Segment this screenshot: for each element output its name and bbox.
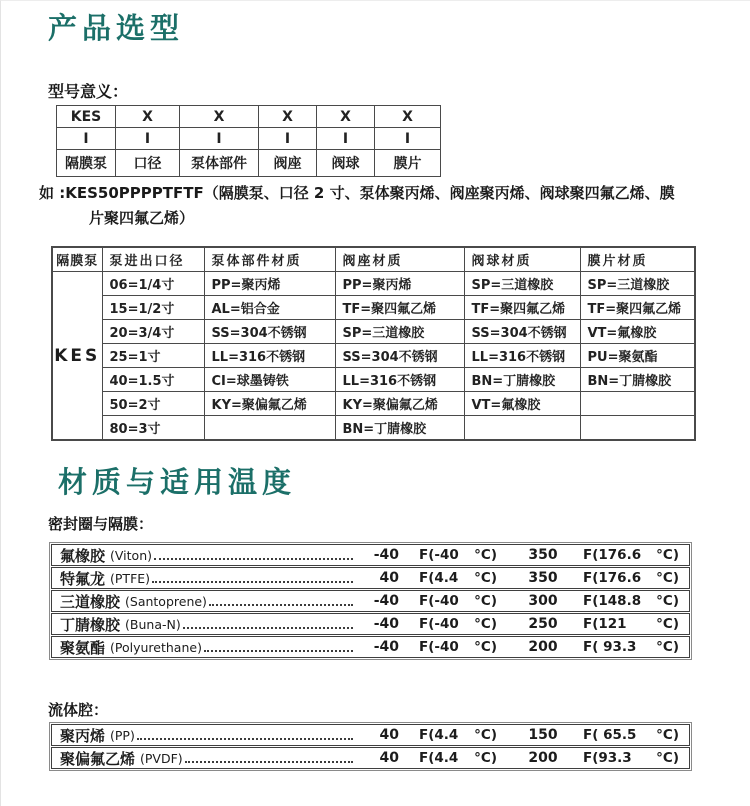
cell: TF=聚四氟乙烯 xyxy=(464,296,580,320)
min-temp-f: 40 xyxy=(379,727,399,743)
model-cell: 泵体部件 xyxy=(180,150,259,177)
cell: LL=316不锈钢 xyxy=(204,344,335,368)
cell: VT=氟橡胶 xyxy=(464,392,580,416)
header-ball-material: 阀球材质 xyxy=(464,247,580,272)
min-temp-f: 40 xyxy=(379,750,399,766)
model-cell: 口径 xyxy=(116,150,180,177)
celsius-unit: °C) xyxy=(656,547,679,563)
cell: PU=聚氨酯 xyxy=(580,344,695,368)
max-temp-c xyxy=(583,593,679,609)
cell xyxy=(204,416,335,441)
min-temp-c xyxy=(419,616,497,632)
material-name-en: (PP) xyxy=(110,727,135,743)
max-temp-c-value: F( 65.5 xyxy=(583,727,637,743)
material-row xyxy=(51,724,690,746)
dots-leader xyxy=(152,569,353,583)
model-cell: I xyxy=(57,128,116,150)
seal-diaphragm-label: 密封圈与隔膜： xyxy=(48,515,154,533)
material-row xyxy=(51,636,690,658)
cell: SP=三道橡胶 xyxy=(335,320,464,344)
cell xyxy=(580,392,695,416)
material-name-en: (Viton) xyxy=(110,547,152,563)
material-name-cn: 氟橡胶 xyxy=(60,546,106,565)
model-cell: X xyxy=(180,106,259,128)
celsius-unit: °C) xyxy=(474,727,497,743)
section-title-materials-temperature: 材质与适用温度 xyxy=(58,465,297,499)
min-temp-f: -40 xyxy=(373,547,399,563)
max-temp-c-value: F(148.8 xyxy=(583,593,642,609)
model-meaning-label: 型号意义： xyxy=(48,82,129,101)
model-cell: 隔膜泵 xyxy=(57,150,116,177)
model-cell: I xyxy=(259,128,317,150)
dots-leader xyxy=(183,615,353,629)
celsius-unit: °C) xyxy=(656,727,679,743)
cell: BN=丁腈橡胶 xyxy=(335,416,464,441)
cell xyxy=(464,416,580,441)
material-name-en: (Santoprene) xyxy=(125,593,207,609)
max-temp-f: 200 xyxy=(528,750,558,766)
max-temp-c xyxy=(583,570,679,586)
celsius-unit: °C) xyxy=(474,639,497,655)
max-temp-c xyxy=(583,616,679,632)
min-temp-c xyxy=(419,750,497,766)
celsius-unit: °C) xyxy=(474,547,497,563)
cell: KY=聚偏氟乙烯 xyxy=(335,392,464,416)
example-line-2: 片聚四氟乙烯） xyxy=(89,209,195,227)
model-cell: X xyxy=(116,106,180,128)
material-name-cn: 三道橡胶 xyxy=(60,592,121,611)
min-temp-c-value: F(4.4 xyxy=(419,727,459,743)
example-line-1: 如 :KES50PPPPTFTF（隔膜泵、口径 2 寸、泵体聚丙烯、阀座聚丙烯、阀球聚四氟乙烯、膜 xyxy=(39,184,675,202)
example-text xyxy=(39,181,719,231)
table-row xyxy=(52,392,695,416)
header-port-size: 泵进出口径 xyxy=(102,247,204,272)
material-name-en: (Polyurethane) xyxy=(110,639,202,655)
min-temp-c xyxy=(419,727,497,743)
model-cell: X xyxy=(317,106,375,128)
celsius-unit: °C) xyxy=(474,593,497,609)
min-temp-c xyxy=(419,593,497,609)
max-temp-f: 300 xyxy=(528,593,558,609)
celsius-unit: °C) xyxy=(656,593,679,609)
cell: BN=丁腈橡胶 xyxy=(580,368,695,392)
cell: SP=三道橡胶 xyxy=(464,272,580,296)
model-connector-row xyxy=(57,128,441,150)
max-temp-c-value: F( 93.3 xyxy=(583,639,637,655)
max-temp-f: 150 xyxy=(528,727,558,743)
material-selection-table xyxy=(51,246,696,441)
cell: 50=2寸 xyxy=(102,392,204,416)
min-temp-f: -40 xyxy=(373,593,399,609)
cell: 40=1.5寸 xyxy=(102,368,204,392)
max-temp-c-value: F(121 xyxy=(583,616,627,632)
min-temp-c xyxy=(419,547,497,563)
cell: TF=聚四氟乙烯 xyxy=(580,296,695,320)
selection-header-row xyxy=(52,247,695,272)
cell: 20=3/4寸 xyxy=(102,320,204,344)
cell: SS=304不锈钢 xyxy=(204,320,335,344)
header-diaphragm-pump: 隔膜泵 xyxy=(52,247,102,272)
table-row xyxy=(52,272,695,296)
model-code-table xyxy=(56,105,441,177)
model-cell: X xyxy=(375,106,441,128)
table-row xyxy=(52,320,695,344)
cell: 25=1寸 xyxy=(102,344,204,368)
cell: 80=3寸 xyxy=(102,416,204,441)
cell: 06=1/4寸 xyxy=(102,272,204,296)
model-cell: KES xyxy=(57,106,116,128)
celsius-unit: °C) xyxy=(656,570,679,586)
max-temp-c xyxy=(583,727,679,743)
cell: AL=铝合金 xyxy=(204,296,335,320)
max-temp-c xyxy=(583,750,679,766)
cell: PP=聚丙烯 xyxy=(335,272,464,296)
celsius-unit: °C) xyxy=(474,570,497,586)
material-name-cn: 聚偏氟乙烯 xyxy=(60,749,136,768)
material-row xyxy=(51,590,690,612)
cell: LL=316不锈钢 xyxy=(464,344,580,368)
max-temp-c-value: F(93.3 xyxy=(583,750,632,766)
material-name-cn: 聚氨酯 xyxy=(60,638,106,657)
max-temp-c xyxy=(583,547,679,563)
header-seat-material: 阀座材质 xyxy=(335,247,464,272)
max-temp-f: 350 xyxy=(528,547,558,563)
min-temp-c xyxy=(419,570,497,586)
dots-leader xyxy=(204,638,353,652)
cell: BN=丁腈橡胶 xyxy=(464,368,580,392)
cell: SS=304不锈钢 xyxy=(464,320,580,344)
model-cell: I xyxy=(180,128,259,150)
min-temp-c-value: F(-40 xyxy=(419,639,459,655)
max-temp-f: 250 xyxy=(528,616,558,632)
section-title-product-selection: 产品选型 xyxy=(48,11,185,45)
max-temp-f: 350 xyxy=(528,570,558,586)
cell xyxy=(580,416,695,441)
cell: TF=聚四氟乙烯 xyxy=(335,296,464,320)
model-cell: 阀球 xyxy=(317,150,375,177)
min-temp-c-value: F(4.4 xyxy=(419,750,459,766)
material-name-en: (Buna-N) xyxy=(125,616,181,632)
model-cell: 膜片 xyxy=(375,150,441,177)
cell: SP=三道橡胶 xyxy=(580,272,695,296)
min-temp-f: -40 xyxy=(373,639,399,655)
material-row xyxy=(51,613,690,635)
seal-temperature-table xyxy=(49,542,692,660)
model-cell: X xyxy=(259,106,317,128)
model-code-row xyxy=(57,106,441,128)
max-temp-c-value: F(176.6 xyxy=(583,547,642,563)
material-row xyxy=(51,747,690,769)
min-temp-c-value: F(4.4 xyxy=(419,570,459,586)
celsius-unit: °C) xyxy=(656,639,679,655)
fluid-chamber-label: 流体腔： xyxy=(48,701,109,719)
max-temp-c-value: F(176.6 xyxy=(583,570,642,586)
material-name-cn: 聚丙烯 xyxy=(60,726,106,745)
table-row xyxy=(52,416,695,441)
dots-leader xyxy=(137,726,353,740)
model-cell: I xyxy=(375,128,441,150)
max-temp-f: 200 xyxy=(528,639,558,655)
material-name-en: (PTFE) xyxy=(110,570,151,586)
cell: PP=聚丙烯 xyxy=(204,272,335,296)
celsius-unit: °C) xyxy=(474,750,497,766)
header-diaphragm-material: 膜片材质 xyxy=(580,247,695,272)
min-temp-c-value: F(-40 xyxy=(419,593,459,609)
cell: LL=316不锈钢 xyxy=(335,368,464,392)
fluid-temperature-table xyxy=(49,722,692,771)
cell: KY=聚偏氟乙烯 xyxy=(204,392,335,416)
min-temp-f: 40 xyxy=(379,570,399,586)
material-name-en: (PVDF) xyxy=(140,750,183,766)
min-temp-c-value: F(-40 xyxy=(419,616,459,632)
model-cell: I xyxy=(317,128,375,150)
max-temp-c xyxy=(583,639,679,655)
celsius-unit: °C) xyxy=(656,616,679,632)
table-row xyxy=(52,296,695,320)
model-cell: I xyxy=(116,128,180,150)
material-row xyxy=(51,567,690,589)
dots-leader xyxy=(185,749,353,763)
dots-leader xyxy=(209,592,353,606)
pump-code-cell: KES xyxy=(52,272,102,441)
header-body-material: 泵体部件材质 xyxy=(204,247,335,272)
cell: 15=1/2寸 xyxy=(102,296,204,320)
material-name-cn: 丁腈橡胶 xyxy=(60,615,121,634)
celsius-unit: °C) xyxy=(656,750,679,766)
celsius-unit: °C) xyxy=(474,616,497,632)
material-name-cn: 特氟龙 xyxy=(60,569,106,588)
material-row xyxy=(51,544,690,566)
cell: SS=304不锈钢 xyxy=(335,344,464,368)
min-temp-c-value: F(-40 xyxy=(419,547,459,563)
min-temp-f: -40 xyxy=(373,616,399,632)
cell: CI=球墨铸铁 xyxy=(204,368,335,392)
dots-leader xyxy=(154,546,353,560)
cell: VT=氟橡胶 xyxy=(580,320,695,344)
model-cell: 阀座 xyxy=(259,150,317,177)
min-temp-c xyxy=(419,639,497,655)
table-row xyxy=(52,344,695,368)
table-row xyxy=(52,368,695,392)
model-meaning-row xyxy=(57,150,441,177)
